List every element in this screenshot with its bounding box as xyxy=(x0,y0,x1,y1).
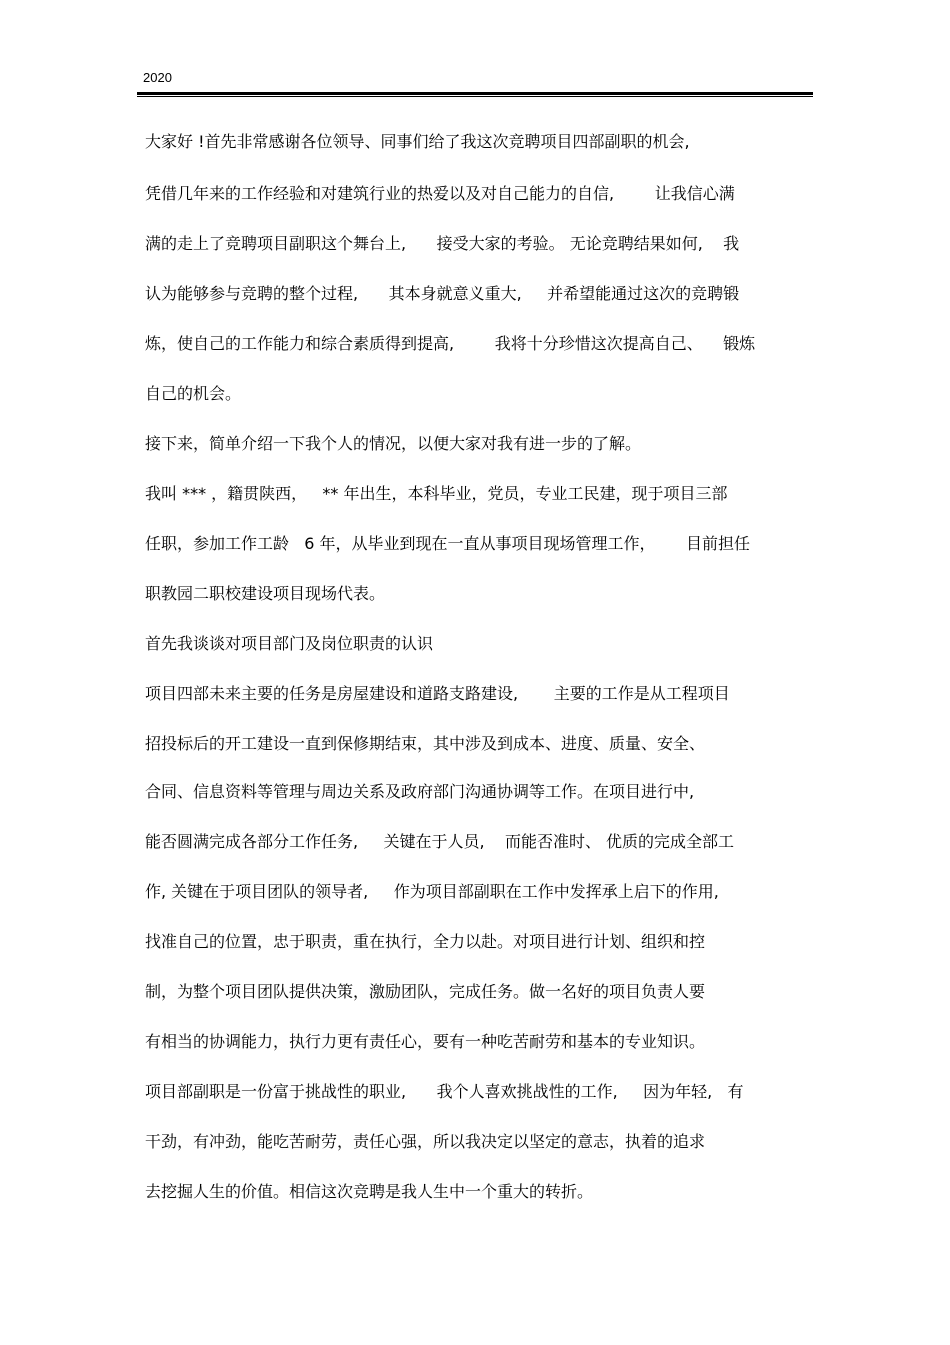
text-line: 能否圆满完成各部分工作任务, 关键在于人员, 而能否准时、 优质的完成全部工 xyxy=(145,832,735,851)
text-line: 大家好 !首先非常感谢各位领导、同事们给了我这次竞聘项目四部副职的机会, xyxy=(145,132,690,151)
text-line: 满的走上了竞聘项目副职这个舞台上, 接受大家的考验。 无论竞聘结果如何, 我 xyxy=(145,234,740,253)
text-line: 招投标后的开工建设一直到保修期结束，其中涉及到成本、进度、质量、安全、 xyxy=(145,734,706,753)
text-line: 职教园二职校建设项目现场代表。 xyxy=(145,584,386,603)
text-line: 干劲，有冲劲，能吃苦耐劳，责任心强，所以我决定以坚定的意志，执着的追求 xyxy=(145,1132,706,1151)
text-line: 自己的机会。 xyxy=(145,384,242,403)
text-line: 炼，使自己的工作能力和综合素质得到提高, 我将十分珍惜这次提高自己、 锻炼 xyxy=(145,334,756,353)
text-line: 制，为整个项目团队提供决策，激励团队，完成任务。做一名好的项目负责人要 xyxy=(145,982,706,1001)
text-line: 接下来，简单介绍一下我个人的情况，以便大家对我有进一步的了解。 xyxy=(145,434,642,453)
text-line: 凭借几年来的工作经验和对建筑行业的热爱以及对自己能力的自信, 让我信心满 xyxy=(145,184,735,203)
text-line: 有相当的协调能力，执行力更有责任心，要有一种吃苦耐劳和基本的专业知识。 xyxy=(145,1032,706,1051)
text-line: 项目部副职是一份富于挑战性的职业, 我个人喜欢挑战性的工作, 因为年轻, 有 xyxy=(145,1082,744,1101)
text-line: 我叫 *** ，籍贯陕西， ** 年出生，本科毕业，党员，专业工民建，现于项目三部 xyxy=(145,484,728,503)
text-line: 项目四部未来主要的任务是房屋建设和道路支路建设, 主要的工作是从工程项目 xyxy=(145,684,730,703)
text-line: 作, 关键在于项目团队的领导者, 作为项目部副职在工作中发挥承上启下的作用, xyxy=(145,882,719,901)
text-line: 认为能够参与竞聘的整个过程, 其本身就意义重大, 并希望能通过这次的竞聘锻 xyxy=(145,284,740,303)
header-year: 2020 xyxy=(143,70,172,85)
text-line: 首先我谈谈对项目部门及岗位职责的认识 xyxy=(145,634,434,653)
text-line: 找准自己的位置，忠于职责，重在执行，全力以赴。对项目进行计划、组织和控 xyxy=(145,932,706,951)
text-line: 合同、信息资料等管理与周边关系及政府部门沟通协调等工作。在项目进行中, xyxy=(145,782,695,801)
text-line: 任职，参加工作工龄 6 年，从毕业到现在一直从事项目现场管理工作， 目前担任 xyxy=(145,534,751,553)
text-line: 去挖掘人生的价值。相信这次竞聘是我人生中一个重大的转折。 xyxy=(145,1182,594,1201)
